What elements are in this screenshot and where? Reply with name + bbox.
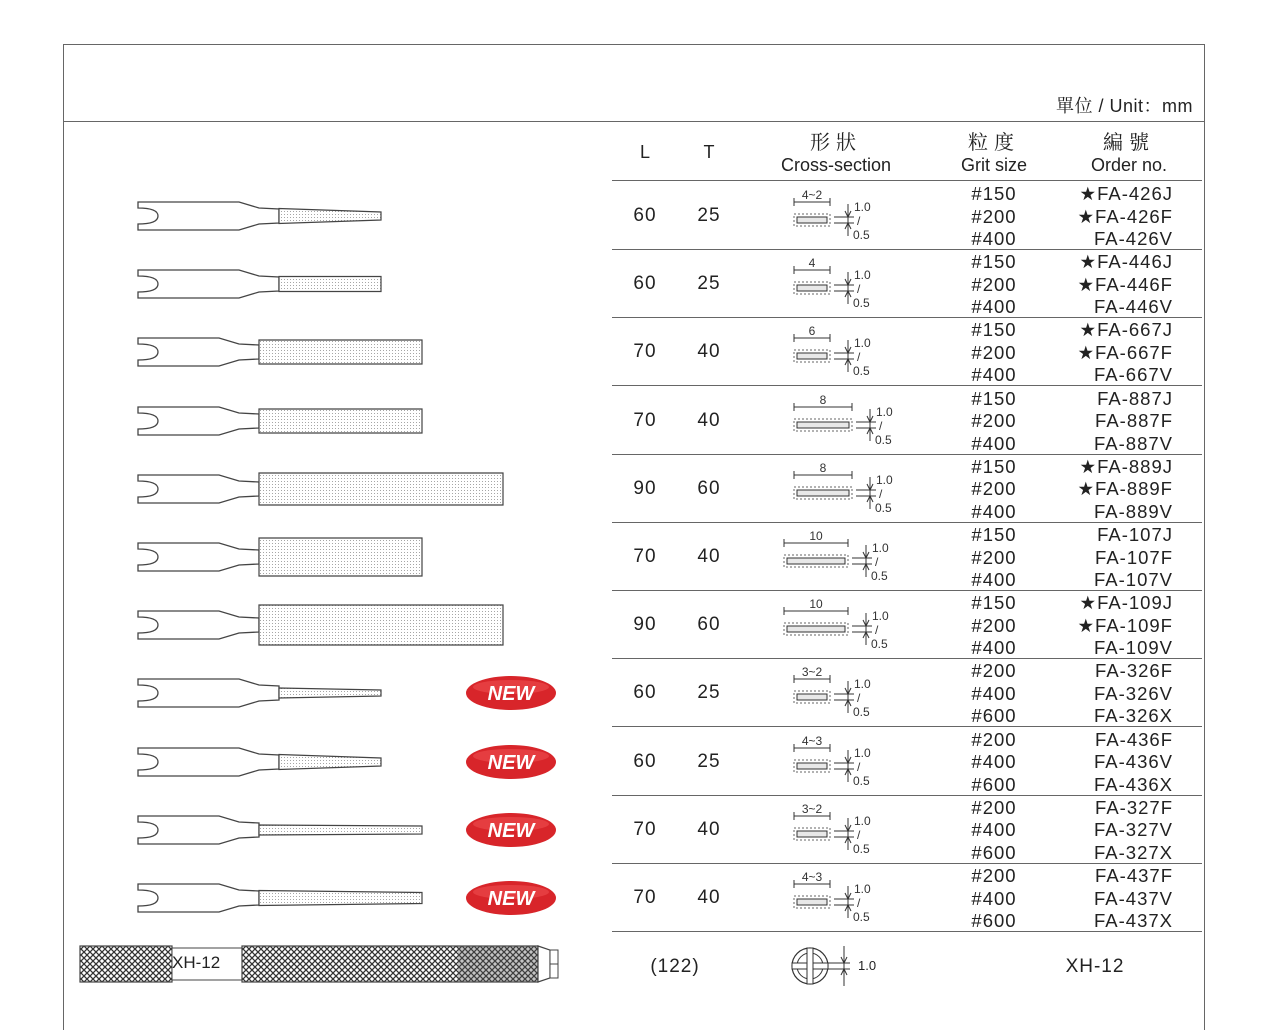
grit-size: #200 — [971, 273, 1017, 295]
order-number: FA-436V — [1094, 751, 1173, 773]
diamond-coated-blade — [279, 277, 381, 292]
grit-size: #400 — [971, 500, 1017, 522]
grit-size: #150 — [971, 251, 1017, 273]
grit-size: #200 — [971, 614, 1017, 636]
order-number: FA-437F — [1095, 865, 1173, 886]
length-value: 70 — [633, 409, 657, 431]
thickness-value: 40 — [697, 887, 721, 908]
grit-size: #150 — [971, 183, 1017, 204]
header-grit-en: Grit size — [960, 155, 1027, 175]
order-number: FA-326V — [1094, 682, 1173, 704]
diamond-file-illustration — [130, 322, 550, 382]
width-dimension-label: 8 — [819, 392, 827, 407]
length-value: 70 — [633, 818, 657, 840]
grit-size: #200 — [971, 205, 1017, 227]
new-badge-label: NEW — [487, 751, 535, 774]
grit-size: #200 — [971, 660, 1017, 682]
order-number: FA-436F — [1095, 728, 1173, 750]
thickness-min-label: 0.5 — [853, 228, 870, 242]
header-length: L — [639, 142, 650, 162]
length-value: 60 — [633, 273, 657, 295]
new-badge-label: NEW — [487, 888, 535, 910]
thickness-min-label: 0.5 — [853, 841, 870, 856]
file-handle — [138, 816, 259, 844]
width-dimension-label: 3~2 — [801, 665, 823, 680]
thickness-separator: / — [875, 623, 879, 638]
order-number: ★FA-109J — [1079, 592, 1173, 614]
new-badge-label: NEW — [487, 683, 535, 706]
length-value: 60 — [633, 750, 657, 772]
thickness-max-label: 1.0 — [854, 268, 871, 283]
thickness-max-label: 1.0 — [854, 200, 871, 214]
order-number-list — [1023, 865, 1173, 933]
width-dimension-label: 4~3 — [801, 870, 823, 884]
grit-size: #400 — [971, 682, 1017, 704]
diamond-coated-blade — [259, 825, 422, 835]
grit-size: #400 — [971, 887, 1017, 909]
file-handle — [138, 543, 259, 571]
thickness-max-label: 1.0 — [854, 813, 871, 828]
order-number: ★FA-426J — [1079, 183, 1173, 204]
header-thickness: T — [703, 142, 715, 162]
grit-size: #200 — [971, 478, 1017, 500]
order-number: ★FA-446F — [1077, 273, 1173, 295]
order-number: FA-889V — [1094, 500, 1173, 522]
diamond-file-illustration — [130, 254, 550, 314]
thickness-separator: / — [857, 282, 861, 297]
thickness-max-label: 1.0 — [854, 677, 871, 692]
order-number: FA-107J — [1097, 524, 1173, 545]
width-dimension-label: 4~2 — [801, 188, 823, 202]
order-number: FA-109V — [1094, 637, 1173, 659]
grit-size: #600 — [971, 841, 1017, 863]
header-grit-zh: 粒度 — [968, 132, 1020, 154]
grit-size: #150 — [971, 592, 1017, 614]
thickness-value: 25 — [697, 205, 721, 226]
width-dimension-label: 3~2 — [801, 801, 823, 816]
width-dimension-label: 4~3 — [801, 733, 823, 748]
order-number-list — [1023, 797, 1173, 865]
order-number-list — [1023, 660, 1173, 728]
file-handle — [138, 338, 259, 366]
order-number: FA-437X — [1094, 910, 1173, 931]
thickness-min-label: 0.5 — [871, 637, 888, 652]
thickness-max-label: 1.0 — [872, 609, 889, 624]
length-value: 60 — [633, 682, 657, 704]
grit-size: #400 — [971, 637, 1017, 659]
file-handle — [138, 611, 259, 639]
width-dimension-label: 10 — [809, 597, 823, 612]
holder-order-number: XH-12 — [1065, 956, 1125, 977]
order-number: ★FA-426F — [1077, 205, 1173, 227]
order-number: FA-327F — [1095, 796, 1173, 818]
thickness-min-label: 0.5 — [875, 500, 892, 515]
grit-size: #600 — [971, 773, 1017, 795]
cross-section-diagram — [780, 595, 900, 655]
diamond-file-illustration — [130, 186, 550, 246]
thickness-max-label: 1.0 — [854, 882, 871, 896]
cross-section-diagram — [790, 254, 910, 314]
thickness-value: 40 — [697, 818, 721, 840]
order-number: FA-327V — [1094, 819, 1173, 841]
grit-size: #600 — [971, 705, 1017, 727]
holder-label: XH-12 — [172, 953, 221, 972]
diamond-file-illustration — [130, 391, 550, 451]
table-header-divider — [612, 180, 1202, 181]
diamond-coated-blade — [259, 340, 422, 364]
cross-section-diagram — [790, 663, 910, 723]
order-number: FA-326F — [1095, 660, 1173, 682]
thickness-separator: / — [857, 896, 861, 910]
file-handle — [138, 475, 259, 503]
grit-size: #150 — [971, 455, 1017, 477]
diamond-coated-blade — [279, 688, 381, 698]
new-badge — [465, 812, 557, 848]
grit-size: #200 — [971, 546, 1017, 568]
order-number: ★FA-109F — [1077, 614, 1173, 636]
thickness-min-label: 0.5 — [853, 773, 870, 788]
thickness-separator: / — [879, 486, 883, 501]
thickness-max-label: 1.0 — [854, 336, 871, 351]
width-dimension-label: 10 — [809, 529, 823, 543]
length-value: 70 — [633, 546, 657, 567]
new-badge-label: NEW — [487, 819, 535, 842]
grit-size: #200 — [971, 728, 1017, 750]
order-number: FA-437V — [1094, 887, 1173, 909]
order-number: FA-887V — [1094, 432, 1173, 454]
header-divider — [63, 121, 1205, 122]
order-number-list — [1023, 524, 1173, 592]
cross-section-diagram — [790, 732, 910, 792]
order-number-list — [1023, 592, 1173, 660]
thickness-max-label: 1.0 — [872, 541, 889, 555]
thickness-min-label: 0.5 — [853, 910, 870, 924]
thickness-max-label: 1.0 — [876, 472, 893, 487]
thickness-value: 40 — [697, 546, 721, 567]
order-number: FA-107F — [1095, 546, 1173, 568]
order-number: ★FA-446J — [1079, 251, 1173, 273]
grit-size: #400 — [971, 569, 1017, 590]
order-number: FA-426V — [1094, 228, 1173, 249]
header-shape-zh: 形狀 — [810, 132, 862, 154]
file-handle — [138, 270, 279, 298]
diamond-file-illustration — [130, 527, 550, 587]
thickness-value: 40 — [697, 409, 721, 431]
width-dimension-label: 6 — [808, 324, 816, 339]
file-handle — [138, 679, 279, 707]
file-handle — [138, 748, 279, 776]
cross-section-diagram — [790, 391, 910, 451]
grit-size: #400 — [971, 296, 1017, 318]
file-handle — [138, 202, 279, 230]
order-number-list — [1023, 388, 1173, 456]
thickness-min-label: 0.5 — [853, 705, 870, 720]
grit-size: #200 — [971, 796, 1017, 818]
thickness-separator: / — [875, 555, 879, 569]
thickness-min-label: 0.5 — [875, 432, 892, 447]
thickness-max-label: 1.0 — [876, 404, 893, 419]
length-value: 60 — [633, 205, 657, 226]
thickness-value: 25 — [697, 750, 721, 772]
order-number: FA-107V — [1094, 569, 1173, 590]
diamond-file-illustration — [130, 595, 550, 655]
thickness-min-label: 0.5 — [871, 569, 888, 583]
order-number: FA-326X — [1094, 705, 1173, 727]
thickness-min-label: 0.5 — [853, 296, 870, 311]
cross-section-diagram — [790, 322, 910, 382]
thickness-value: 60 — [697, 614, 721, 636]
new-badge — [465, 744, 557, 780]
file-handle — [138, 407, 259, 435]
order-number: FA-887F — [1095, 410, 1173, 432]
diamond-coated-blade — [259, 409, 422, 433]
header-order-zh: 編號 — [1103, 132, 1155, 154]
grit-size: #400 — [971, 364, 1017, 386]
grit-size: #600 — [971, 910, 1017, 931]
order-number: FA-436X — [1094, 773, 1173, 795]
header-shape-en: Cross-section — [780, 155, 892, 175]
diamond-file-illustration — [130, 459, 550, 519]
order-number: ★FA-889J — [1079, 455, 1173, 477]
length-value: 90 — [633, 614, 657, 636]
grit-size: #400 — [971, 432, 1017, 454]
thickness-separator: / — [857, 759, 861, 774]
thickness-value: 25 — [697, 682, 721, 704]
file-handle — [138, 884, 259, 912]
thickness-min-label: 0.5 — [853, 364, 870, 379]
thickness-value: 40 — [697, 341, 721, 363]
order-number: ★FA-667J — [1079, 319, 1173, 341]
grit-size: #150 — [971, 319, 1017, 341]
grit-size: #200 — [971, 865, 1017, 886]
thickness-separator: / — [857, 214, 861, 228]
holder-size: (122) — [650, 956, 700, 977]
thickness-max-label: 1.0 — [854, 745, 871, 760]
order-number-list — [1023, 456, 1173, 524]
order-number: ★FA-889F — [1077, 478, 1173, 500]
diamond-coated-blade — [259, 605, 503, 645]
diamond-coated-blade — [259, 473, 503, 505]
order-number: FA-327X — [1094, 841, 1173, 863]
grit-size: #200 — [971, 410, 1017, 432]
grit-size: #150 — [971, 387, 1017, 409]
length-value: 70 — [633, 341, 657, 363]
new-badge — [465, 880, 557, 916]
order-number-list — [1023, 251, 1173, 319]
header-order-en: Order no. — [1090, 155, 1168, 175]
cross-section-diagram — [790, 868, 910, 928]
grit-size: #150 — [971, 524, 1017, 545]
grit-size: #400 — [971, 819, 1017, 841]
cross-section-diagram — [790, 800, 910, 860]
diamond-coated-blade — [279, 209, 381, 224]
grit-size: #400 — [971, 228, 1017, 249]
width-dimension-label: 8 — [819, 460, 827, 475]
order-number: ★FA-667F — [1077, 341, 1173, 363]
order-number-list — [1023, 183, 1173, 251]
length-value: 90 — [633, 477, 657, 499]
grit-size: #400 — [971, 751, 1017, 773]
cross-section-diagram — [790, 459, 910, 519]
thickness-value: 60 — [697, 477, 721, 499]
holder-thickness: 1.0 — [858, 958, 877, 973]
thickness-separator: / — [857, 827, 861, 842]
thickness-value: 25 — [697, 273, 721, 295]
width-dimension-label: 4 — [808, 256, 816, 271]
order-number-list — [1023, 729, 1173, 797]
diamond-coated-blade — [259, 891, 422, 906]
unit-label: 單位 / Unit：mm — [1055, 96, 1193, 116]
order-number: FA-446V — [1094, 296, 1173, 318]
cross-section-diagram — [780, 527, 900, 587]
thickness-separator: / — [857, 691, 861, 706]
length-value: 70 — [633, 887, 657, 908]
order-number-list — [1023, 319, 1173, 387]
diamond-coated-blade — [279, 754, 381, 769]
diamond-coated-blade — [259, 538, 422, 576]
grit-size: #200 — [971, 341, 1017, 363]
order-number: FA-667V — [1094, 364, 1173, 386]
cross-section-diagram — [790, 186, 910, 246]
file-holder-illustration — [78, 940, 564, 986]
thickness-separator: / — [857, 350, 861, 365]
new-badge — [465, 675, 557, 711]
thickness-separator: / — [879, 418, 883, 433]
order-number: FA-887J — [1097, 387, 1173, 409]
